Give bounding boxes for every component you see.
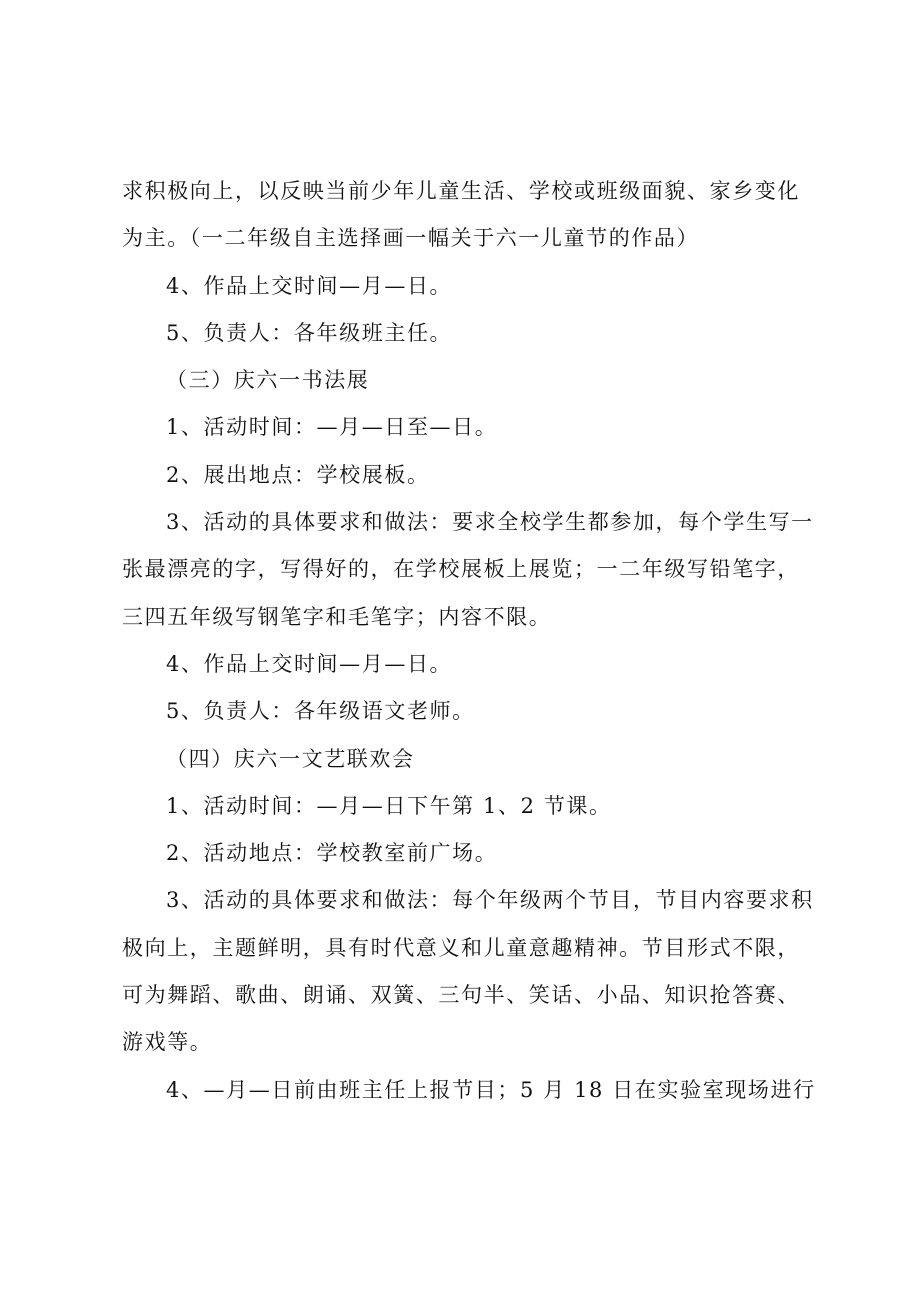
paragraph-line-continued: 极向上，主题鲜明，具有时代意义和儿童意趣精神。节目形式不限， xyxy=(122,935,800,960)
list-item: 2、展出地点：学校展板。 xyxy=(166,462,430,487)
paragraph-line-continued: 游戏等。 xyxy=(122,1030,213,1055)
list-item: 2、活动地点：学校教室前广场。 xyxy=(166,841,498,866)
paragraph-line-continued: 三四五年级写钢笔字和毛笔字；内容不限。 xyxy=(122,604,552,629)
paragraph-line-continued: 为主。（一二年级自主选择画一幅关于六一儿童节的作品） xyxy=(122,226,700,251)
list-item: 4、—月—日前由班主任上报节目；5 月 18 日在实验室现场进行 xyxy=(166,1077,816,1102)
paragraph-line-continued: 张最漂亮的字，写得好的，在学校展板上展览；一二年级写铅笔字， xyxy=(122,557,800,582)
list-item: 5、负责人：各年级语文老师。 xyxy=(166,699,475,724)
list-item: 3、活动的具体要求和做法：每个年级两个节目，节目内容要求积 xyxy=(166,888,814,913)
list-item: 1、活动时间：—月—日至—日。 xyxy=(166,415,498,440)
section-heading: （四）庆六一文艺联欢会 xyxy=(166,746,415,771)
list-item: 5、负责人：各年级班主任。 xyxy=(166,320,453,345)
paragraph-line-continued: 可为舞蹈、歌曲、朗诵、双簧、三句半、笑话、小品、知识抢答赛、 xyxy=(122,983,800,1008)
list-item: 3、活动的具体要求和做法：要求全校学生都参加，每个学生写一 xyxy=(166,510,814,535)
list-item: 1、活动时间：—月—日下午第 1、2 节课。 xyxy=(166,793,612,818)
list-item: 4、作品上交时间—月—日。 xyxy=(166,273,453,298)
section-heading: （三）庆六一书法展 xyxy=(166,368,370,393)
list-item: 4、作品上交时间—月—日。 xyxy=(166,651,453,676)
document-body xyxy=(122,168,832,1114)
paragraph-line-continued: 求积极向上，以反映当前少年儿童生活、学校或班级面貌、家乡变化 xyxy=(122,179,800,203)
